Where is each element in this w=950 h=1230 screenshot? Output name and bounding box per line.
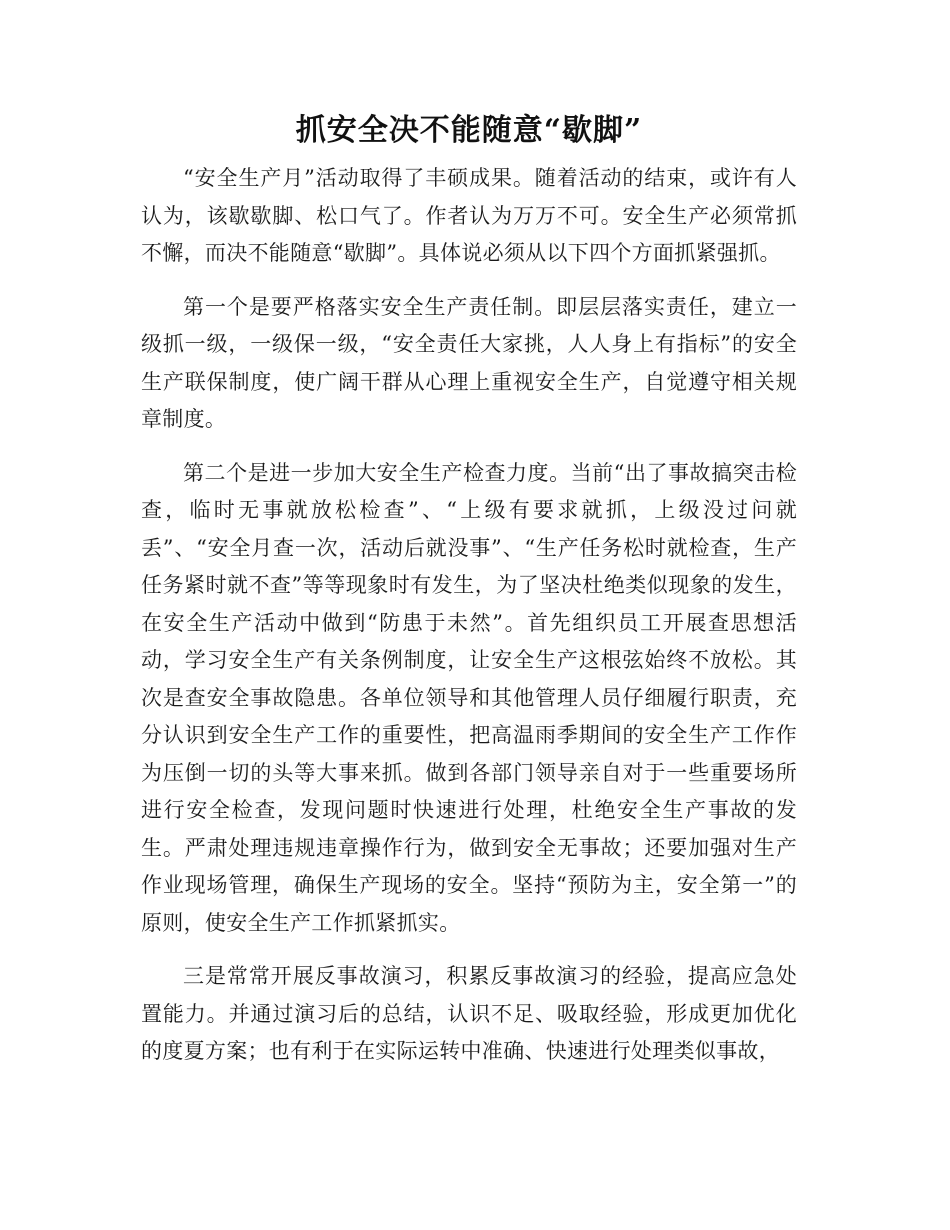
document-page [141, 108, 797, 1087]
paragraph-responsibility: 第一个是要严格落实安全生产责任制。即层层落实责任，建立一级抓一级，一级保一级，“安全责任大家挑，人人身上有指标”的安全生产联保制度，使广阔干群从心理上重视安全生产，自觉遵守相关规章制度。 [141, 294, 797, 431]
document-title: 抓安全决不能随意“歇脚” [295, 113, 643, 148]
paragraph-drills: 三是常常开展反事故演习，积累反事故演习的经验，提高应急处置能力。并通过演习后的总结，认识不足、吸取经验，形成更加优化的度夏方案；也有利于在实际运转中准确、快速进行处理类似事故， [141, 964, 797, 1063]
paragraph-intro: “安全生产月”活动取得了丰硕成果。随着活动的结束，或许有人认为，该歇歇脚、松口气了。作者认为万万不可。安全生产必须常抓不懈，而决不能随意“歇脚”。具体说必须从以下四个方面抓紧强抓。 [141, 166, 797, 265]
paragraph-inspection: 第二个是进一步加大安全生产检查力度。当前“出了事故搞突击检查，临时无事就放松检查”、“上级有要求就抓，上级没过问就丢”、“安全月查一次，活动后就没事”、“生产任务松时就检查，生产任务紧时就不查”等等现象时有发生，为了坚决杜绝类似现象的发生，在安全生产活动中做到“防患于未然”。首先组织员工开展查思想活动，学习安全生产有关条例制度，让安全生产这根弦始终不放松。其次是查安全事故隐患。各单位领导和其他管理人员仔细履行职责，充分认识到安全生产工作的重要性，把高温雨季期间的安全生产工作作为压倒一切的头等大事来抓。做到各部门领导亲自对于一些重要场所进行安全检查，发现问题时快速进行处理，杜绝安全生产事故的发生。严肃处理违规违章操作行为，做到安全无事故；还要加强对生产作业现场管理，确保生产现场的安全。坚持“预防为主，安全第一”的原则，使安全生产工作抓紧抓实。 [141, 460, 797, 935]
